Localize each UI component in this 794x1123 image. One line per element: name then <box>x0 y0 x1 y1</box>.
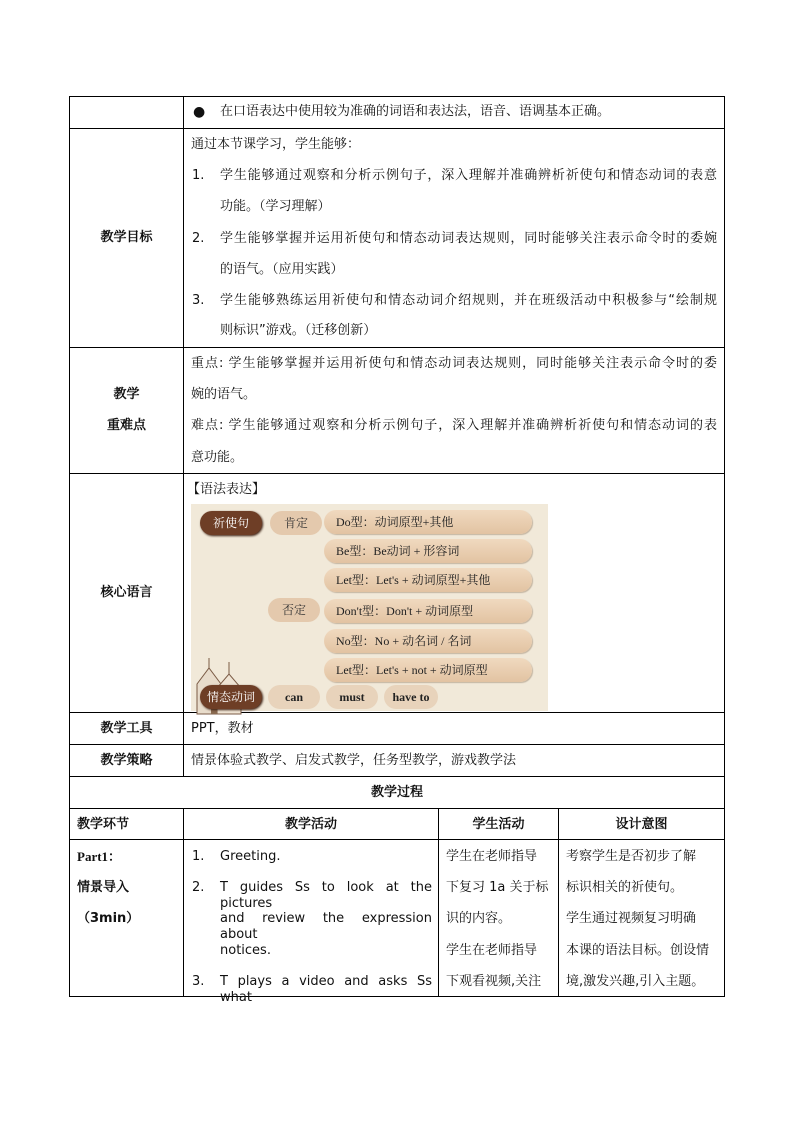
table-border-bottom <box>69 996 725 997</box>
column-divider <box>183 808 184 997</box>
goals-intro: 通过本节课学习，学生能够： <box>191 137 361 152</box>
goals-label: 教学目标 <box>100 230 153 245</box>
modal-verb: can <box>268 685 320 709</box>
focus-text: 重点: 学生能够掌握并运用祈使句和情态动词表达规则，同时能够关注表示命令时的委 <box>191 356 717 371</box>
activity-line: Greeting. <box>220 849 281 864</box>
key-points-label: 教学 <box>113 387 140 402</box>
column-divider <box>438 808 439 997</box>
table-border-top <box>69 96 725 97</box>
process-title: 教学过程 <box>370 785 423 800</box>
goal-line: 学生能够通过观察和分析示例句子，深入理解并准确辨析祈使句和情态动词的表意 <box>220 168 717 183</box>
design-intent-line: 标识相关的祈使句。 <box>566 880 684 895</box>
design-intent-line: 境,激发兴趣,引入主题。 <box>566 974 705 989</box>
student-activity-line: 下复习 1a 关于标 <box>446 880 549 895</box>
stage-name: Part1： <box>77 849 122 864</box>
activity-number: 2. <box>192 880 205 895</box>
key-points-label: 重难点 <box>106 418 146 433</box>
activity-number: 3. <box>192 974 205 989</box>
tools-label: 教学工具 <box>100 721 153 736</box>
positive-rule: Do型：动词原型+其他 <box>324 510 532 534</box>
design-intent-line: 本课的语法目标。创设情 <box>566 943 710 958</box>
goal-number: 3. <box>192 293 205 308</box>
row-divider <box>69 808 725 809</box>
difficulty-text: 难点: 学生能够通过观察和分析示例句子，深入理解并准确辨析祈使句和情态动词的表 <box>191 418 717 433</box>
strategy-value: 情景体验式教学、启发式教学，任务型教学，游戏教学法 <box>191 753 517 768</box>
row-divider <box>69 839 725 840</box>
student-activity-line: 下观看视频,关注 <box>446 974 542 989</box>
modal-verb-node: 情态动词 <box>200 685 262 709</box>
column-divider <box>558 808 559 997</box>
grammar-diagram <box>191 504 548 711</box>
design-intent-line: 考察学生是否初步了解 <box>566 849 697 864</box>
goal-line: 学生能够掌握并运用祈使句和情态动词表达规则，同时能够关注表示命令时的委婉 <box>220 231 717 246</box>
activity-line: T guides Ss to look at the pictures <box>220 880 432 911</box>
row-divider <box>69 128 725 129</box>
student-activity-line: 学生在老师指导 <box>446 849 538 864</box>
row-divider <box>69 347 725 348</box>
negative-rule: Don't型：Don't + 动词原型 <box>324 599 532 623</box>
activity-line: T plays a video and asks Ss what <box>220 974 432 1005</box>
row-divider <box>69 744 725 745</box>
table-border-right <box>724 96 725 997</box>
bullet-icon: ● <box>193 104 206 120</box>
column-header-intent: 设计意图 <box>615 817 668 832</box>
goal-number: 2. <box>192 231 205 246</box>
focus-text: 婉的语气。 <box>191 387 257 402</box>
imperative-node: 祈使句 <box>200 511 262 535</box>
negative-rule: No型：No + 动名词 / 名词 <box>324 629 532 653</box>
column-header-stage: 教学环节 <box>77 817 130 832</box>
tools-value: PPT，教材 <box>191 721 254 736</box>
speaking-objective-text: 在口语表达中使用较为准确的词语和表达法，语音、语调基本正确。 <box>220 104 611 119</box>
positive-node: 肯定 <box>270 511 322 535</box>
design-intent-line: 学生通过视频复习明确 <box>566 911 697 926</box>
goal-line: 功能。（学习理解） <box>220 199 331 214</box>
student-activity-line: 识的内容。 <box>446 911 512 926</box>
column-header-student: 学生活动 <box>472 817 525 832</box>
stage-duration: （3min） <box>77 911 140 926</box>
goal-line: 学生能够熟练运用祈使句和情态动词介绍规则，并在班级活动中积极参与“绘制规 <box>220 293 717 308</box>
goal-line: 则标识”游戏。（迁移创新） <box>220 323 377 338</box>
column-divider <box>183 96 184 777</box>
activity-line: notices. <box>220 943 271 958</box>
core-language-label: 核心语言 <box>100 585 153 600</box>
activity-line: and review the expression about <box>220 911 432 942</box>
modal-verb: have to <box>384 685 438 709</box>
positive-rule: Be型：Be动词 + 形容词 <box>324 539 532 563</box>
student-activity-line: 学生在老师指导 <box>446 943 538 958</box>
grammar-section-title: 【语法表达】 <box>187 482 266 497</box>
modal-verb: must <box>326 685 378 709</box>
row-divider <box>69 712 725 713</box>
strategy-label: 教学策略 <box>100 753 153 768</box>
difficulty-text: 意功能。 <box>191 450 244 465</box>
stage-name: 情景导入 <box>77 880 130 895</box>
column-header-activity: 教学活动 <box>284 817 337 832</box>
goal-line: 的语气。（应用实践） <box>220 262 344 277</box>
negative-node: 否定 <box>268 598 320 622</box>
row-divider <box>69 473 725 474</box>
row-divider <box>69 776 725 777</box>
negative-rule: Let型：Let's + not + 动词原型 <box>324 658 532 682</box>
goal-number: 1. <box>192 168 205 183</box>
positive-rule: Let型：Let's + 动词原型+其他 <box>324 568 532 592</box>
activity-number: 1. <box>192 849 205 864</box>
